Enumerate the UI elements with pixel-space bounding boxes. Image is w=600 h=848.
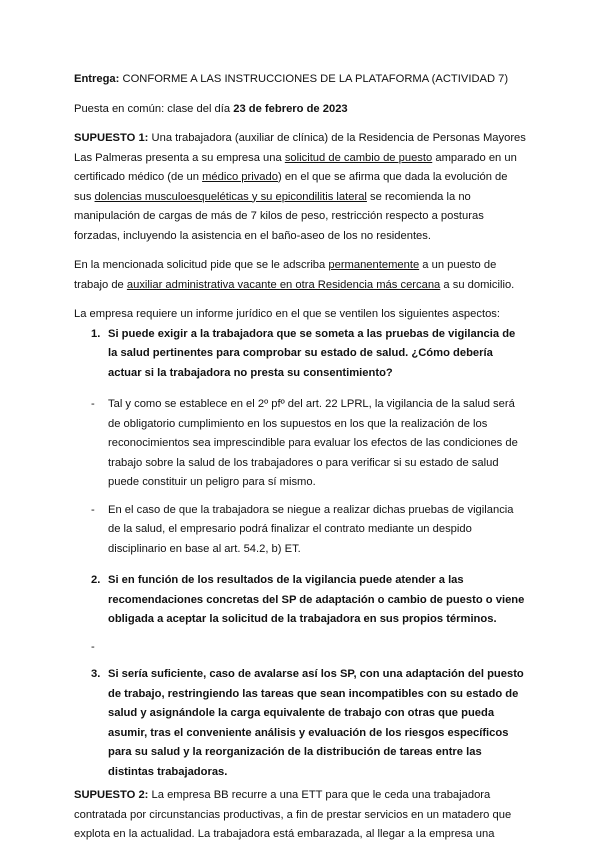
auxiliar-underline: auxiliar administrativa vacante en otra Residencia más cercana bbox=[126, 278, 441, 291]
answer-1-2-text: En el caso de que la trabajadora se niegue a realizar dichas pruebas de vigilancia de la salud, el empresario podrá finalizar el contrato mediante un despido disciplinario en base al art. 54.2, b) ET. bbox=[108, 503, 514, 555]
puesta-en-comun-line bbox=[74, 100, 526, 120]
supuesto2-paragraph bbox=[74, 786, 526, 845]
dash-mark: - bbox=[91, 503, 95, 516]
question-1-number: 1. bbox=[91, 327, 101, 340]
question-3-number: 3. bbox=[91, 668, 101, 680]
question-2 bbox=[74, 571, 526, 630]
supuesto1-paragraph bbox=[74, 129, 526, 246]
answer-2-1 bbox=[74, 638, 526, 658]
question-1-text: Si puede exigir a la trabajadora que se someta a las pruebas de vigilancia de la salud pertinentes para comprobar su estado de salud. ¿Cómo debería actuar si la trabajadora no presta su consentimiento? bbox=[108, 327, 516, 379]
question-1 bbox=[74, 325, 526, 384]
puesta-prefix: Puesta en común: clase del día bbox=[74, 102, 234, 115]
supuesto1-text-a: Una trabajadora (auxiliar de clínica) de la Residencia de Personas Mayores Las Palmeras presenta a su empresa una bbox=[74, 132, 526, 164]
medico-privado-underline: médico privado bbox=[202, 171, 278, 183]
dolencias-underline: dolencias musculoesqueléticas y su epicondilitis lateral bbox=[94, 190, 367, 203]
spacer bbox=[74, 657, 526, 665]
solicitud-paragraph bbox=[74, 256, 526, 295]
answer-1-1 bbox=[74, 395, 526, 493]
dash-mark: - bbox=[91, 640, 95, 653]
permanentemente-underline: permanentemente bbox=[328, 259, 420, 271]
question-2-number: 2. bbox=[91, 574, 101, 586]
supuesto1-text-d: se recomienda la no manipulación de cargas de más de 7 kilos de peso, restricción respecto a posturas forzadas, incluyendo la asistencia en el baño-aseo de los no residentes. bbox=[74, 190, 484, 242]
supuesto2-text: La empresa BB recurre a una ETT para que le ceda una trabajadora contratada por circunstancias productivas, a fin de prestar servicios en un matadero que explota en la actualidad. La trabajadora está embarazada, al llegar a la empresa una bbox=[74, 789, 512, 840]
answer-1-1-text: Tal y como se establece en el 2º pfº del art. 22 LPRL, la vigilancia de la salud será de obligatorio cumplimiento en los supuestos en los que la realización de los reconocimientos sea imprescindible para evaluar los efectos de las condiciones de trabajo sobre la salud de los trabajadores o para verificar si su estado de salud puede constituir un peligro para sí mismo. bbox=[108, 398, 518, 488]
question-3-text: Si sería suficiente, caso de avalarse así los SP, con una adaptación del puesto de trabajo, restringiendo las tareas que sean incompatibles con su estado de salud y asignándole la carga equivalente de trabajo con otras que pueda asumir, tras el conveniente análisis y evaluación de los riesgos específicos para su salud y la reorganización de la distribución de tareas entre las distintas trabajadoras. bbox=[108, 668, 524, 778]
supuesto1-text-b: amparado en un certificado médico (de un bbox=[74, 151, 517, 183]
dash-mark: - bbox=[91, 398, 95, 410]
supuesto1-text-c: ) en el que se afirma que dada la evolución de sus bbox=[74, 171, 508, 203]
entrega-line bbox=[74, 70, 526, 90]
entrega-label: Entrega: bbox=[74, 73, 120, 85]
informe-intro: La empresa requiere un informe jurídico en el que se ventilen los siguientes aspectos: bbox=[74, 308, 500, 320]
document-body bbox=[74, 70, 526, 845]
supuesto1-label: SUPUESTO 1: bbox=[74, 132, 149, 144]
spacer bbox=[74, 559, 526, 571]
solicitud-text-a: En la mencionada solicitud pide que se le adscriba bbox=[74, 259, 329, 271]
questions-list bbox=[74, 325, 526, 783]
solicitud-text-b: a un puesto de trabajo de bbox=[74, 259, 497, 291]
solicitud-text-c: a su domicilio. bbox=[440, 278, 515, 291]
question-2-text: Si en función de los resultados de la vigilancia puede atender a las recomendaciones concretas del SP de adaptación o cambio de puesto o viene obligada a aceptar la solicitud de la trabajadora en sus propios términos. bbox=[108, 574, 525, 625]
solicitud-underline: solicitud de cambio de puesto bbox=[284, 151, 433, 164]
answer-1-2 bbox=[74, 501, 526, 560]
spacer bbox=[74, 383, 526, 395]
spacer bbox=[74, 493, 526, 501]
supuesto2-label: SUPUESTO 2: bbox=[74, 789, 149, 801]
question-3 bbox=[74, 665, 526, 782]
entrega-text: CONFORME A LAS INSTRUCCIONES DE LA PLATAFORMA (ACTIVIDAD 7) bbox=[119, 73, 509, 85]
puesta-date: 23 de febrero de 2023 bbox=[233, 102, 348, 115]
spacer bbox=[74, 630, 526, 638]
